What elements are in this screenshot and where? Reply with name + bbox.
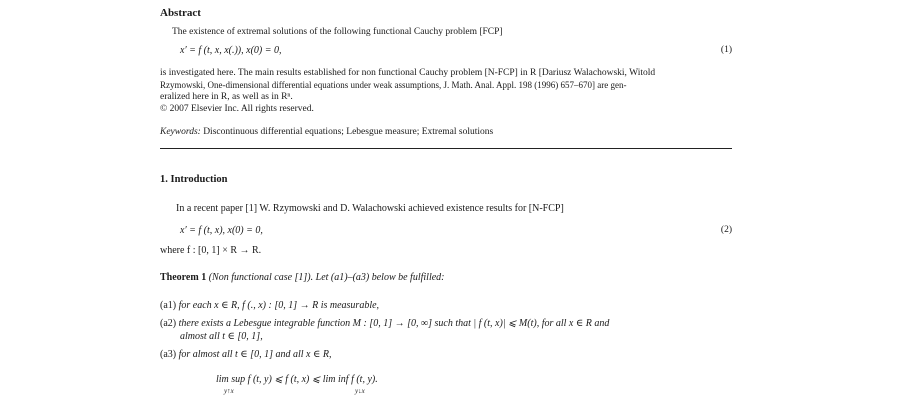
equation-1: x′ = f (t, x, x(.)), x(0) = 0, — [180, 45, 282, 56]
abstract-intro: The existence of extremal solutions of the following functional Cauchy problem [FCP] — [172, 27, 503, 37]
abstract-body-line-2: Rzymowski, One-dimensional differential equations under weak assumptions, J. Math. Anal. Appl. 198 (1996) 657–670] are gen- — [160, 80, 627, 90]
condition-a2-tag: (a2) — [160, 318, 177, 329]
condition-a2-text: there exists a Lebesgue integrable function M : [0, 1] → [0, ∞] such that | f (t, x)| ⩽ M(t), for all x ∈ R and — [178, 318, 610, 329]
condition-a2 — [160, 318, 609, 330]
equation-2: x′ = f (t, x), x(0) = 0, — [180, 225, 263, 236]
theorem-1-header — [160, 272, 445, 284]
section-heading-introduction: 1. Introduction — [160, 174, 228, 185]
abstract-body-line-1: is investigated here. The main results established for non functional Cauchy problem [N-FCP] in R [Dariusz Walachowski, Witold — [160, 68, 656, 78]
theorem-title: (Non functional case [1]). Let (a1)–(a3) below be fulfilled: — [208, 272, 445, 283]
condition-a1-text: for each x ∈ R, f (., x) : [0, 1] → R is measurable, — [178, 300, 380, 311]
keywords-text: Discontinuous differential equations; Lebesgue measure; Extremal solutions — [203, 127, 494, 137]
intro-paragraph: In a recent paper [1] W. Rzymowski and D. Walachowski achieved existence results for [N-FCP] — [176, 203, 564, 214]
equation-1-number: (1) — [720, 45, 732, 55]
paper-page — [160, 0, 732, 400]
keywords-line — [160, 126, 493, 138]
liminf-subscript: y↓x — [355, 387, 365, 395]
condition-a1-tag: (a1) — [160, 300, 177, 311]
condition-a3 — [160, 349, 331, 361]
where-line: where f : [0, 1] × R → R. — [160, 245, 262, 256]
equation-2-number: (2) — [720, 225, 732, 235]
condition-a2-continued: almost all t ∈ [0, 1], — [180, 331, 263, 342]
abstract-heading: Abstract — [160, 7, 201, 19]
keywords-label: Keywords: — [160, 127, 201, 137]
limsup-subscript: y↑x — [224, 387, 234, 395]
limsup-inequality: lim sup f (t, y) ⩽ f (t, x) ⩽ lim inf f (t, y). — [216, 374, 378, 385]
condition-a3-text: for almost all t ∈ [0, 1] and all x ∈ R, — [178, 349, 332, 360]
section-divider — [160, 148, 732, 149]
condition-a3-tag: (a3) — [160, 349, 177, 360]
condition-a1 — [160, 300, 379, 312]
abstract-body-line-3: eralized here in R, as well as in Rⁿ. — [160, 92, 293, 102]
theorem-label: Theorem 1 — [160, 272, 207, 283]
copyright-line: © 2007 Elsevier Inc. All rights reserved. — [160, 104, 314, 114]
